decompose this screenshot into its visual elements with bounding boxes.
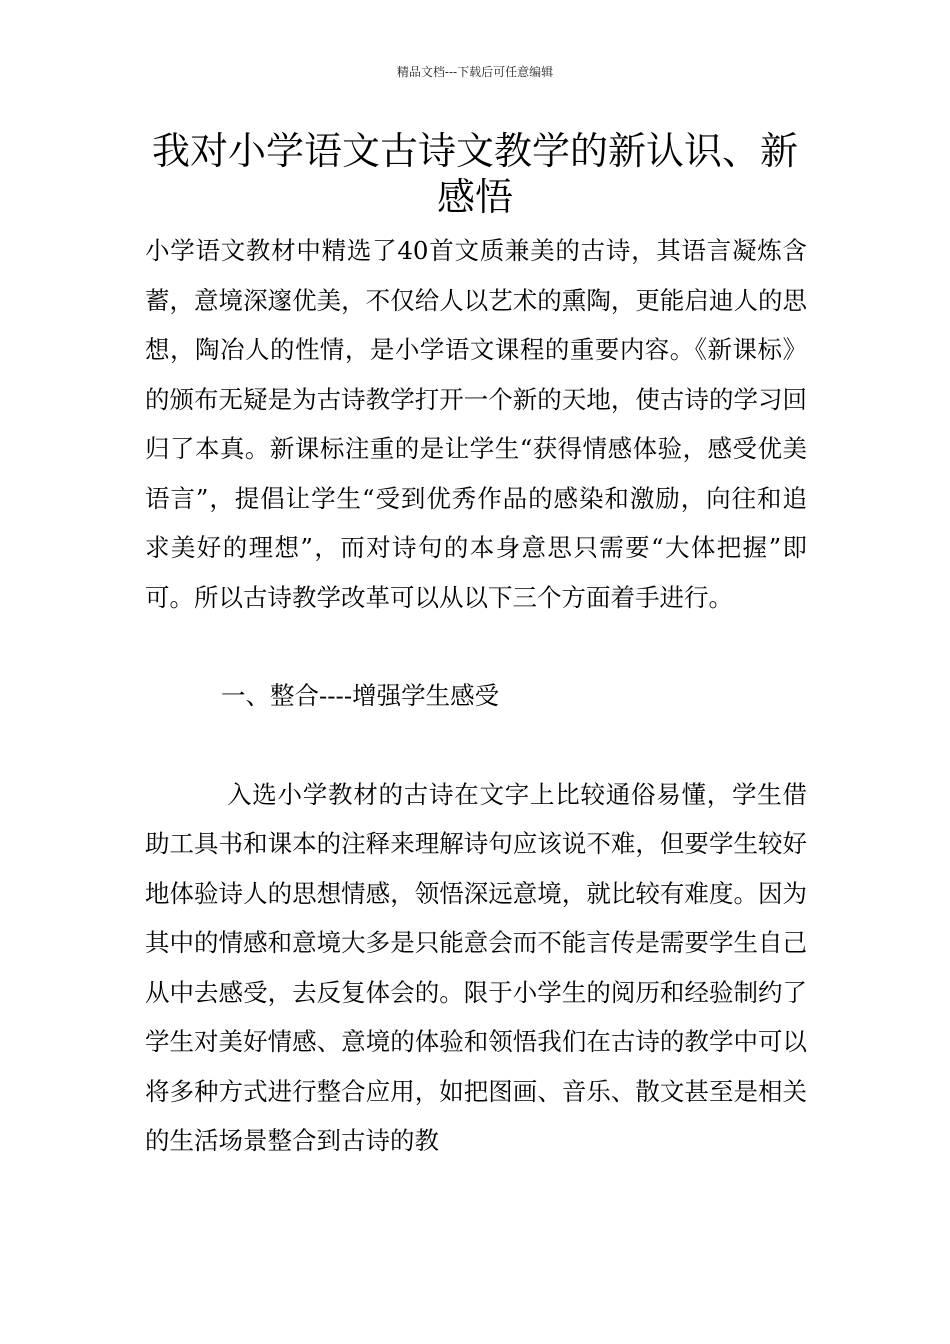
document-body bbox=[145, 226, 807, 1166]
paragraph-spacer bbox=[145, 721, 807, 770]
page-header-note: 精品文档---下载后可任意编辑 bbox=[396, 65, 554, 79]
document-title: 我对小学语文古诗文教学的新认识、新感悟 bbox=[151, 129, 798, 219]
section-heading-1: 一、整合----增强学生感受 bbox=[221, 681, 500, 710]
section-1-paragraph: 入选小学教材的古诗在文字上比较通俗易懂，学生借助工具书和课本的注释来理解诗句应该说不难，但要学生较好地体验诗人的思想情感，领悟深远意境，就比较有难度。因为其中的情感和意境大多是只能意会而不能言传是需要学生自己从中去感受，去反复体会的。限于小学生的阅历和经验制约了学生对美好情感、意境的体验和领悟我们在古诗的教学中可以将多种方式进行整合应用，如把图画、音乐、散文甚至是相关的生活场景整合到古诗的教 bbox=[145, 779, 807, 1155]
intro-paragraph: 小学语文教材中精选了40首文质兼美的古诗，其语言凝炼含蓄，意境深邃优美，不仅给人以艺术的熏陶，更能启迪人的思想，陶冶人的性情，是小学语文课程的重要内容。《新课标》的颁布无疑是为古诗教学打开一个新的天地，使古诗的学习回归了本真。新课标注重的是让学生“获得情感体验，感受优美语言”，提倡让学生“受到优秀作品的感染和激励，向往和追求美好的理想”，而对诗句的本身意思只需要“大体把握”即可。所以古诗教学改革可以从以下三个方面着手进行。 bbox=[145, 236, 807, 612]
paragraph-spacer bbox=[145, 622, 807, 671]
